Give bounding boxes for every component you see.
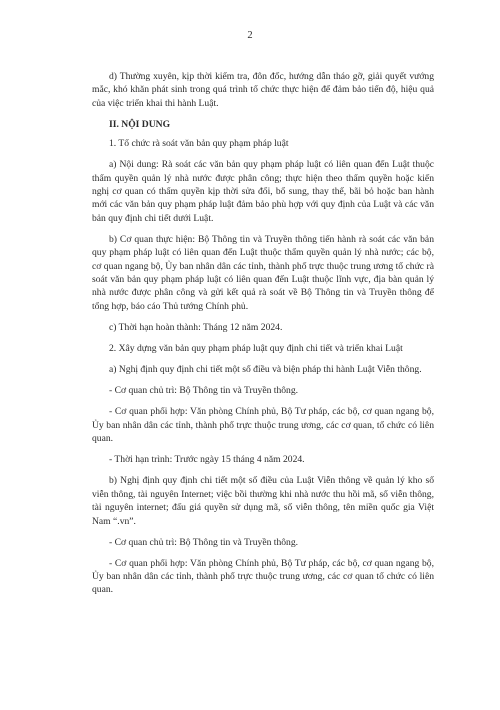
paragraph-a-content: a) Nội dung: Rà soát các văn bản quy phạm pháp luật có liên quan đến Luật thuộc thẩm quyền quản lý nhà nước được phân công; thực hiện theo thẩm quyền hoặc kiến nghị cơ quan có thẩm quyền kịp thời sửa đổi, bổ sung, thay thế, bãi bỏ hoặc ban hành mới các văn bản quy phạm pháp luật đảm bảo phù hợp với quy định của Luật và các văn bản quy định chi tiết dưới Luật.	[92, 159, 434, 224]
paragraph-d-monitoring: d) Thường xuyên, kịp thời kiểm tra, đôn đốc, hướng dẫn tháo gỡ, giải quyết vướng mắc, khó khăn phát sinh trong quá trình tổ chức thực hiện để đảm bảo tiến độ, hiệu quả của việc triển khai thi hành Luật.	[92, 71, 434, 109]
subsection-title-review: 1. Tổ chức rà soát văn bản quy phạm pháp luật	[109, 138, 289, 150]
subsection-title-drafting: 2. Xây dựng văn bản quy phạm pháp luật quy định chi tiết và triển khai Luật	[109, 343, 403, 355]
lead-agency-item: - Cơ quan chủ trì: Bộ Thông tin và Truyền thông.	[109, 536, 299, 548]
coordinating-agency-item: - Cơ quan phối hợp: Văn phòng Chính phủ, Bộ Tư pháp, các bộ, cơ quan ngang bộ, Ủy ban nhân dân các tỉnh, thành phố trực thuộc trung ương, các cơ quan tổ chức có liên quan.	[92, 557, 434, 596]
paragraph-b-agency: b) Cơ quan thực hiện: Bộ Thông tin và Truyền thông tiến hành rà soát các văn bản quy phạm pháp luật có liên quan đến Luật thuộc thẩm quyền quản lý nhà nước; các bộ, cơ quan ngang bộ, Ủy ban nhân dân các tỉnh, thành phố trực thuộc trung ương tổ chức rà soát văn bản quy phạm pháp luật có liên quan đến Luật thuộc lĩnh vực, địa bàn quản lý nhà nước được phân công và gửi kết quả rà soát về Bộ Thông tin và Truyền thông để tổng hợp, báo cáo Thủ tướng Chính phủ.	[92, 233, 434, 312]
paragraph-c-deadline: c) Thời hạn hoàn thành: Tháng 12 năm 2024.	[109, 321, 283, 333]
page-number: 2	[247, 30, 253, 41]
paragraph-a-decree: a) Nghị định quy định chi tiết một số điều và biện pháp thi hành Luật Viễn thông.	[109, 364, 422, 376]
submission-deadline-item: - Thời hạn trình: Trước ngày 15 tháng 4 năm 2024.	[109, 454, 305, 466]
paragraph-b-decree: b) Nghị định quy định chi tiết một số điều của Luật Viễn thông về quản lý kho số viễn thông, tài nguyên Internet; việc bồi thường khi nhà nước thu hồi mã, số viễn thông, tài nguyên internet; đấu giá quyền sử dụng mã, số viễn thông, tên miền quốc gia Việt Nam “.vn”.	[92, 475, 434, 527]
coordinating-agency-item: - Cơ quan phối hợp: Văn phòng Chính phủ, Bộ Tư pháp, các bộ, cơ quan ngang bộ, Ủy ban nhân dân các tỉnh, thành phố trực thuộc trung ương, các cơ quan, tổ chức có liên quan.	[92, 406, 434, 445]
section-heading-content: II. NỘI DUNG	[109, 118, 171, 130]
lead-agency-item: - Cơ quan chủ trì: Bộ Thông tin và Truyền thông.	[109, 385, 299, 397]
document-body	[92, 70, 434, 604]
